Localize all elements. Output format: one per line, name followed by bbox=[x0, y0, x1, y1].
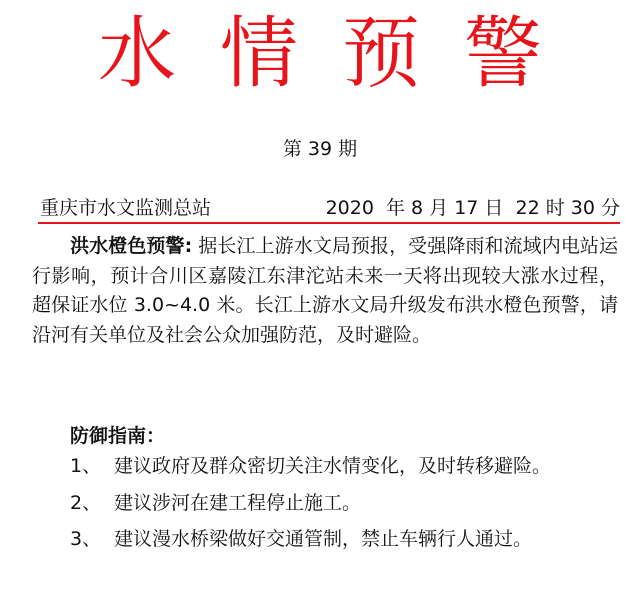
list-item bbox=[70, 452, 630, 489]
list-item-number: 2、 bbox=[70, 491, 102, 514]
warning-paragraph bbox=[32, 232, 618, 350]
list-item-number: 3、 bbox=[70, 528, 102, 550]
guide-heading: 防御指南： bbox=[70, 425, 166, 447]
list-item-number: 1、 bbox=[70, 455, 102, 477]
notice-header-row bbox=[40, 194, 620, 222]
list-item-text: 建议漫水桥梁做好交通管制，禁止车辆行人通过。 bbox=[114, 528, 533, 550]
warning-level-label: 洪水橙色预警 bbox=[70, 235, 185, 257]
warning-body: 据长江上游水文局预报，受强降雨和流域内电站运行影响，预计合川区嘉陵江东津沱站未来一天将出现较大涨水过程，超保证水位 3.0~4.0 米。长江上游水文局升级发布洪水橙色预警，请沿河有关单位及社会公众加强防范，及时避险。 bbox=[32, 235, 618, 346]
list-item-text: 建议涉河在建工程停止施工。 bbox=[114, 491, 362, 514]
guide-list bbox=[70, 452, 630, 562]
issuer-name: 重庆市水文监测总站 bbox=[40, 197, 212, 219]
list-item-text: 建议政府及群众密切关注水情变化，及时转移避险。 bbox=[114, 455, 552, 477]
warning-level-colon: : bbox=[184, 235, 193, 257]
issue-datetime: 2020 年 8 月 17 日 22 时 30 分 bbox=[325, 197, 620, 219]
list-item bbox=[70, 525, 630, 562]
list-item bbox=[70, 489, 630, 526]
red-divider bbox=[38, 222, 620, 224]
issue-number: 第 39 期 bbox=[282, 138, 358, 160]
notice-title: 水情预警 bbox=[97, 9, 586, 99]
